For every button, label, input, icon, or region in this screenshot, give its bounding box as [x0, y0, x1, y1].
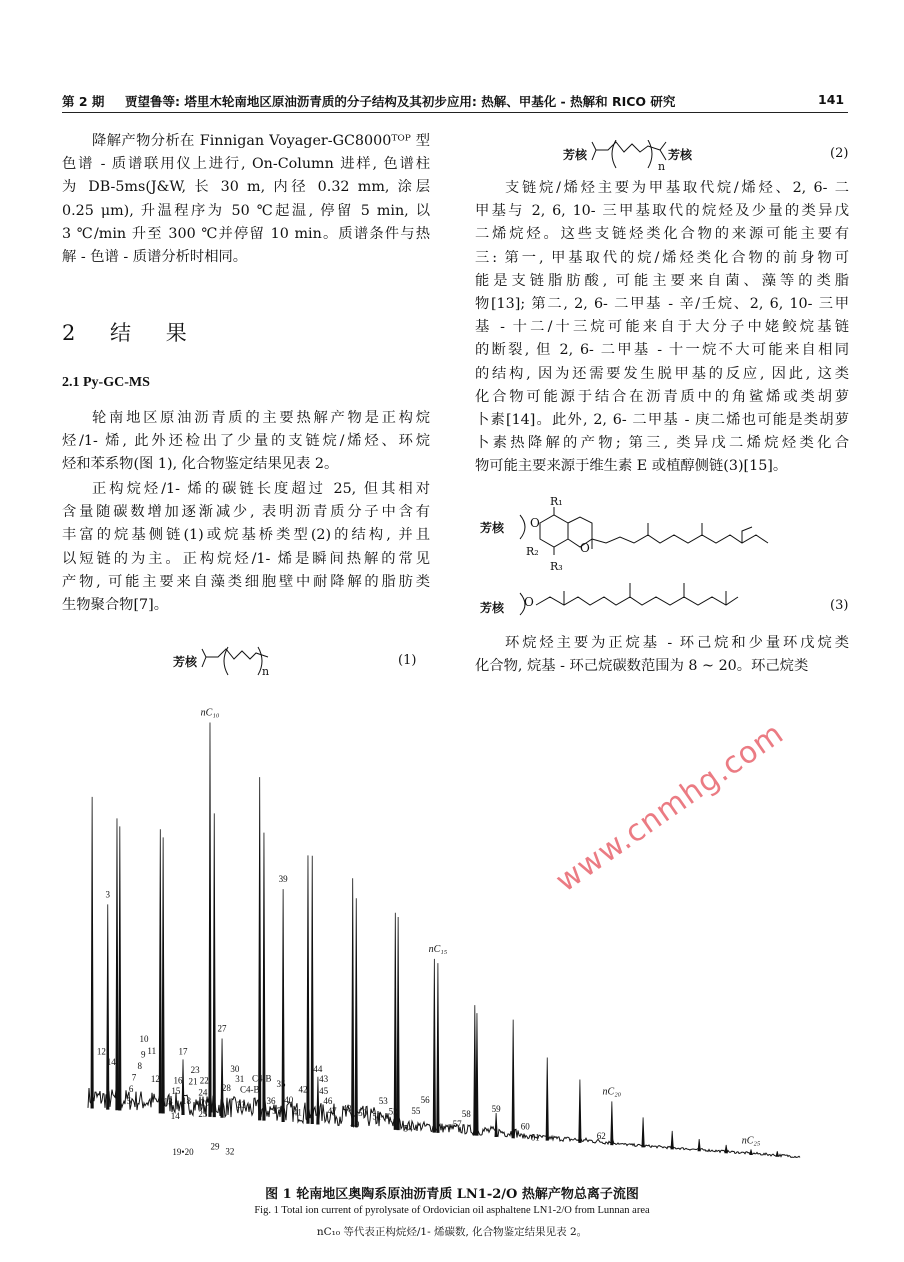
peak-label: 22 [199, 1075, 209, 1086]
peak-label: 60 [520, 1121, 530, 1132]
formula-3 [480, 495, 850, 623]
chromatogram-peak [476, 1013, 478, 1135]
chromatogram-peak [397, 917, 399, 1130]
chromatogram-peak [221, 1039, 223, 1118]
peak-label: 18 [182, 1095, 192, 1106]
chromatogram-peak [162, 837, 164, 1113]
peak-label: 59 [491, 1103, 501, 1114]
chromatogram-peak [433, 959, 435, 1132]
peak-label: 23 [190, 1064, 200, 1075]
text-line: 三: 第一, 甲基取代的烷/烯烃类化合物的前身物可 [475, 250, 849, 266]
peak-label: 58 [461, 1108, 471, 1119]
peak-label: 48 [342, 1103, 352, 1114]
peak-label: 62 [596, 1131, 606, 1142]
chromatogram-peak [495, 1113, 497, 1137]
page-number: 141 [818, 92, 845, 107]
chromatogram-peak [725, 1145, 727, 1153]
text-line: 解 - 色谱 - 质谱分析时相同。 [62, 249, 248, 265]
formula-number: (1) [398, 653, 417, 668]
r1-label: R₁ [550, 495, 563, 508]
peak-label: 47 [327, 1106, 337, 1117]
peak-label: 3 [105, 889, 110, 900]
text-line: 降解产物分析在 Finnigan Voyager-GC8000ᵀᴼᴾ 型 [92, 133, 430, 149]
peak-label: 13 [163, 1096, 173, 1107]
peak-label: 19•20 [172, 1146, 194, 1157]
peak-label: 12 [96, 1046, 106, 1057]
text-line: 含量随碳数增加逐渐减少, 表明沥青质分子中含有 [62, 504, 430, 520]
peak-label: 21 [188, 1076, 198, 1087]
formula-1 [170, 645, 430, 685]
peak-label: 57 [452, 1118, 462, 1129]
chromatogram-peak [698, 1139, 700, 1151]
repeat-n: n [262, 665, 270, 678]
peak-label: 44 [313, 1063, 323, 1074]
chromatogram-peak [750, 1149, 752, 1154]
chromatogram-peak [546, 1057, 548, 1140]
peak-label: 35 [276, 1078, 286, 1089]
figure-caption-en: Fig. 1 Total ion current of pyrolysate of Ordovician oil asphaltene LN1-2/O from Lunnan area [254, 1205, 650, 1216]
text-line: 的断裂, 但 2, 6- 二甲基 - 十一烷不大可能来自相同 [475, 342, 849, 358]
running-title: 贾望鲁等: 塔里木轮南地区原油沥青质的分子结构及其初步应用: 热解、甲基化 - 热解和 RICO 研究 [125, 94, 676, 109]
peak-label: 17 [178, 1046, 188, 1057]
peak-label: 6 [128, 1084, 134, 1095]
peak-label: 14 [170, 1110, 180, 1121]
header-rule [62, 112, 848, 113]
chromatogram-peak [209, 722, 211, 1116]
peak-label: 31 [235, 1074, 245, 1085]
peak-label: 61 [530, 1132, 540, 1143]
peak-label: 27 [217, 1023, 227, 1034]
text-line: 甲基与 2, 6, 10- 三甲基取代的烷烃及少量的类异戊 [475, 203, 849, 219]
chromatogram-peak [355, 898, 357, 1127]
text-line: 正构烷烃/1- 烯的碳链长度超过 25, 但其相对 [92, 481, 430, 497]
peak-label: 16 [173, 1075, 183, 1086]
text-line: 产物, 可能主要来自藻类细胞壁中耐降解的脂肪类 [62, 574, 430, 590]
text-line: 色谱 - 质谱联用仪上进行, On-Column 进样, 色谱柱 [62, 156, 430, 172]
figure-caption-note: nC₁₀ 等代表正构烷烃/1- 烯碳数, 化合物鉴定结果见表 2。 [316, 1226, 588, 1238]
text-line: 卜素热降解的产物; 第三, 类异戊二烯烷烃类化合 [475, 435, 849, 451]
figure-caption-cn: 图 1 轮南地区奥陶系原油沥青质 LN1-2/O 热解产物总离子流图 [265, 1187, 639, 1202]
chromatogram-peak [352, 878, 354, 1126]
peak-label: 52 [388, 1106, 398, 1117]
text-line: 基 - 十二/十三烷可能来自于大分子中姥鲛烷基链 [475, 319, 849, 335]
peak-label: 36 [266, 1095, 276, 1106]
chromatogram-peak [437, 963, 439, 1132]
ring-oxygen: O [580, 541, 590, 555]
chromatogram-peak [611, 1101, 613, 1144]
formula-number: (2) [830, 146, 849, 161]
text-line: 物[13]; 第二, 2, 6- 二甲基 - 辛/壬烷、2, 6, 10- 三甲 [475, 296, 849, 312]
chromatogram-peak [119, 826, 121, 1110]
text-line: 烃和苯系物(图 1), 化合物鉴定结果见表 2。 [62, 456, 339, 472]
peak-label: 25 [198, 1109, 208, 1120]
chromatogram-peak [512, 1020, 514, 1138]
chromatogram-peak [776, 1151, 778, 1156]
peak-label: 39 [278, 874, 288, 885]
peak-label: 15 [171, 1085, 181, 1096]
chromatogram-peak [213, 813, 215, 1116]
text-line: 0.25 μm), 升温程序为 50 ℃起温, 停留 5 min, 以 [62, 203, 430, 219]
peak-label: 46 [323, 1096, 333, 1107]
text-line: 轮南地区原油沥青质的主要热解产物是正构烷 [92, 410, 430, 426]
peak-label: 45 [319, 1085, 329, 1096]
text-line: 能是支链脂肪酸, 可能主要来自菌、藻等的类脂 [475, 273, 849, 289]
chromatogram-peak [182, 1059, 184, 1114]
peak-label: 40 [284, 1095, 294, 1106]
text-line: 丰富的烷基侧链(1)或烷基桥类型(2)的结构, 并且 [62, 527, 430, 543]
peak-label: 7 [131, 1072, 137, 1083]
peak-label: 29 [210, 1141, 220, 1152]
peak-label: nC₂₅ [741, 1135, 761, 1147]
formula-2 [560, 140, 850, 178]
peak-label: 33 [236, 1099, 246, 1110]
peak-label: 26 [200, 1097, 210, 1108]
aromatic-core-label: 芳核 [480, 601, 505, 615]
text-line: 化合物可能源于结合在沥青质中的角鲨烯或类胡萝 [475, 389, 849, 405]
peak-label: C4-B [239, 1084, 260, 1095]
chromatogram-peak [394, 913, 396, 1130]
peak-label: 9 [141, 1049, 146, 1060]
aromatic-core-right: 芳核 [668, 148, 693, 162]
chromatogram-peak [107, 904, 109, 1109]
chromatogram-peak [91, 797, 93, 1108]
chromatogram-peak [307, 855, 309, 1123]
peak-label: 55 [411, 1106, 421, 1117]
issue-label: 第 2 期 [62, 94, 105, 109]
formula-number: (3) [830, 598, 849, 613]
section-heading: 2 结 果 [62, 321, 201, 345]
peak-label: 28 [221, 1082, 231, 1093]
text-line: 二烯烷烃。这些支链烃类化合物的来源可能主要有 [475, 226, 849, 242]
subsection-heading: 2.1 Py-GC-MS [62, 375, 150, 390]
aromatic-core-label: 芳核 [173, 655, 198, 669]
text-line: 的结构, 因为还需要发生脱甲基的反应, 因此, 这类 [475, 366, 849, 382]
peak-label: 14 [106, 1057, 116, 1068]
text-line: 环烷烃主要为正烷基 - 环己烷和少量环戊烷类 [505, 635, 849, 651]
peak-label: 12 [150, 1074, 160, 1085]
peak-label: C4-B [252, 1073, 272, 1084]
text-line: 以短链的为主。正构烷烃/1- 烯是瞬间热解的常见 [62, 551, 430, 567]
text-line: 烃/1- 烯, 此外还检出了少量的支链烷/烯烃、环烷 [62, 433, 430, 449]
text-line: 为 DB-5ms(J&W, 长 30 m, 内径 0.32 mm, 涂层 [62, 179, 430, 195]
chromatogram-peak [642, 1117, 644, 1147]
r3-label: R₃ [550, 560, 563, 573]
peak-label: 49 [350, 1119, 360, 1130]
peak-label: nC₂₀ [602, 1086, 622, 1098]
peak-label: 32 [225, 1146, 235, 1157]
aromatic-core-label: 芳核 [480, 521, 505, 535]
peak-label: 54 [403, 1123, 413, 1134]
peak-label: 24 [198, 1087, 208, 1098]
text-line: 物可能主要来源于维生素 E 或植醇侧链(3)[15]。 [475, 458, 788, 474]
peak-label: 53 [378, 1095, 388, 1106]
text-line: 卜素[14]。此外, 2, 6- 二甲基 - 庚二烯也可能是类胡萝 [475, 412, 849, 428]
peak-label: 5 [126, 1095, 132, 1106]
repeat-n: n [658, 160, 666, 173]
chromatogram-peak [579, 1079, 581, 1142]
chromatogram-peak [311, 856, 313, 1124]
peak-label: 56 [420, 1094, 430, 1105]
oxygen-atom: O [530, 516, 540, 530]
text-line: 化合物, 烷基 - 环己烷碳数范围为 8 ~ 20。环己烷类 [475, 658, 809, 674]
text-line: 生物聚合物[7]。 [62, 597, 169, 613]
peak-label: 43 [319, 1074, 329, 1085]
alkyl-chain-structure [200, 645, 310, 685]
peak-label: 51 [372, 1111, 382, 1122]
peak-label: 11 [147, 1046, 157, 1057]
text-line: 3 ℃/min 升至 300 ℃并停留 10 min。质谱条件与热 [62, 226, 430, 242]
chromatogram-peak [159, 829, 161, 1113]
total-ion-chromatogram [0, 690, 904, 1170]
r2-label: R₂ [526, 545, 539, 558]
peak-label: nC₁₀ [200, 707, 220, 719]
peak-label: 8 [137, 1061, 142, 1072]
text-line: 支链烷/烯烃主要为甲基取代烷/烯烃、2, 6- 二 [505, 180, 849, 196]
aromatic-core-left: 芳核 [563, 148, 588, 162]
chromatogram-peak [258, 777, 260, 1120]
peak-label: 30 [230, 1063, 240, 1074]
oxygen-atom: O [524, 595, 534, 609]
peak-label: 41 [292, 1107, 302, 1118]
watermark: www.cnmhg.com [549, 715, 791, 900]
peak-label: 50 [358, 1108, 368, 1119]
peak-label: 10 [139, 1033, 149, 1044]
chromatogram-peak [671, 1131, 673, 1149]
peak-label: nC₁₅ [428, 944, 448, 956]
peak-label: 42 [298, 1084, 308, 1095]
peak-label: 37 [272, 1106, 282, 1117]
chromatogram-peak [116, 818, 118, 1110]
